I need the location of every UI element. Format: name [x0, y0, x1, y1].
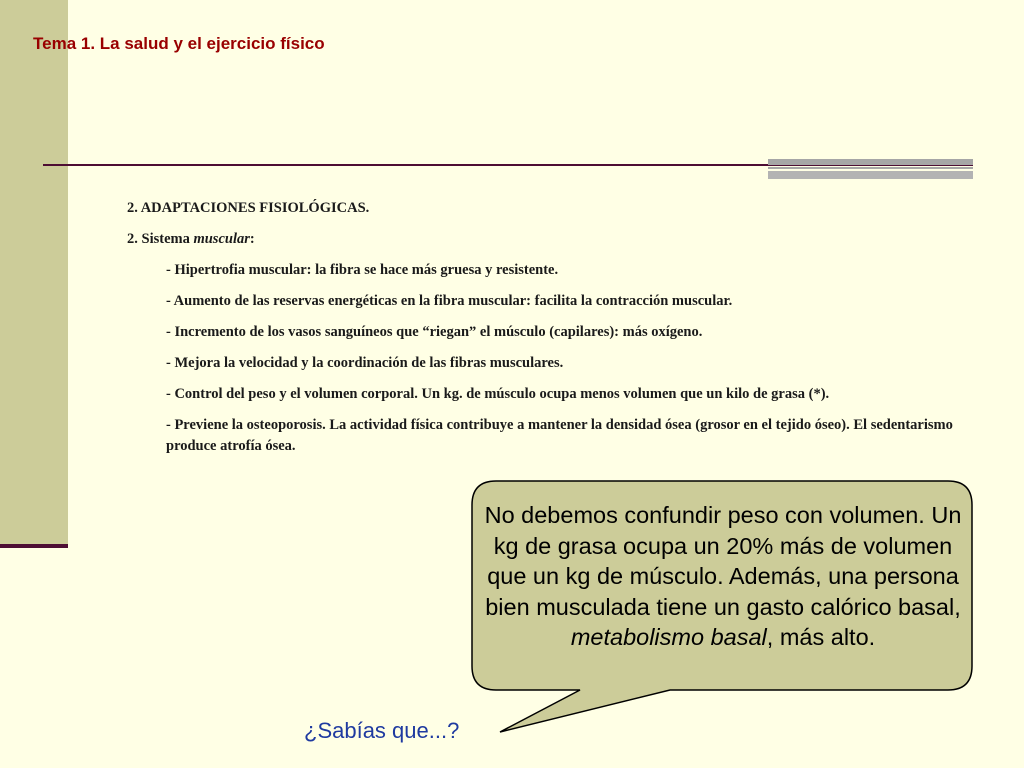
bullet-osteoporosis: - Previene la osteoporosis. La actividad física contribuye a mantener la densidad ósea (grosor en el tejido óseo). El sedentarismo produce atrofía ósea. — [166, 417, 953, 454]
bullet-hipertrofia: - Hipertrofia muscular: la fibra se hace más gruesa y resistente. — [166, 262, 559, 278]
gray-band-decoration — [768, 159, 973, 179]
bullet-vasos: - Incremento de los vasos sanguíneos que “riegan” el músculo (capilares): más oxígeno. — [166, 324, 703, 340]
left-decorative-bar — [0, 0, 68, 545]
bullet-reservas: - Aumento de las reservas energéticas en la fibra muscular: facilita la contracción muscular. — [166, 293, 733, 309]
slide-body — [127, 198, 957, 468]
sabias-que-label: ¿Sabías que...? — [304, 718, 460, 743]
left-bar-underline — [0, 544, 68, 548]
section-heading: 2. ADAPTACIONES FISIOLÓGICAS. — [127, 200, 370, 216]
slide-topic-title: Tema 1. La salud y el ejercicio físico — [33, 34, 325, 53]
subsection-heading: 2. Sistema muscular: — [127, 231, 255, 247]
bullet-control-peso: - Control del peso y el volumen corporal. Un kg. de músculo ocupa menos volumen que un kilo de grasa (*). — [166, 386, 830, 402]
callout-text: No debemos confundir peso con volumen. Un kg de grasa ocupa un 20% más de volumen que un kg de músculo. Además, una persona bien musculada tiene un gasto calórico basal, metabolismo basal, más alto. — [484, 502, 962, 650]
bullet-coordinacion: - Mejora la velocidad y la coordinación de las fibras musculares. — [166, 355, 564, 371]
